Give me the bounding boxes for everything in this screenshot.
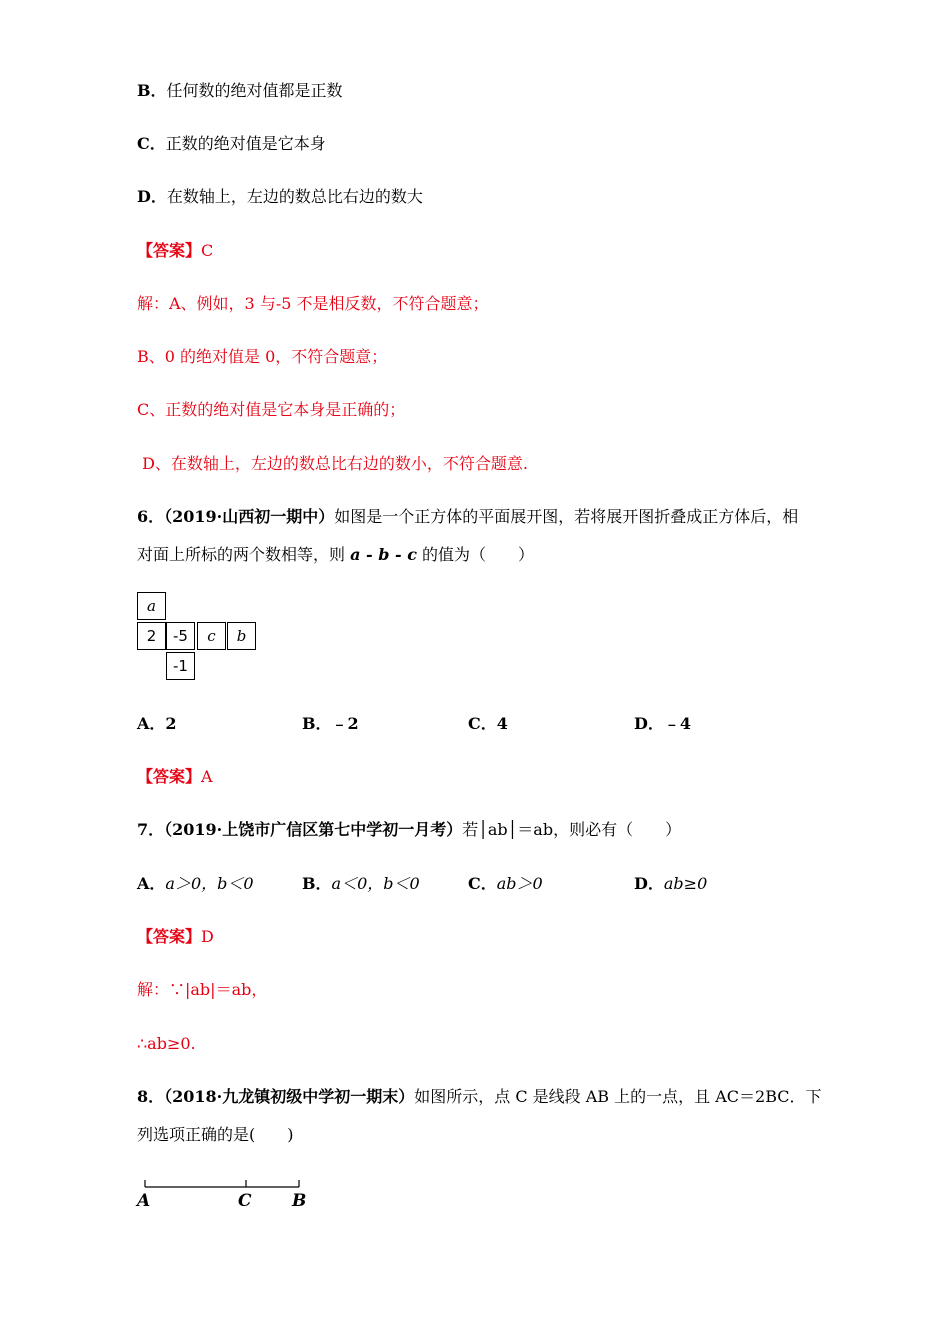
net-cell-a: a xyxy=(137,592,166,620)
q5-answer: 【答案】C xyxy=(137,241,214,260)
q6-source: （2019·山西初一期中） xyxy=(164,507,335,526)
q6-stem-line1: 6．（2019·山西初一期中）如图是一个正方体的平面展开图，若将展开图折叠成正方体后，相 xyxy=(137,507,799,526)
q7-solution-line: ∴ab≥0. xyxy=(137,1034,196,1053)
q7-source: （2019·上饶市广信区第七中学初一月考） xyxy=(164,820,463,839)
q8-source: （2018·九龙镇初级中学初一期末） xyxy=(164,1087,415,1106)
q7-option-b: B．a＜0，b＜0 xyxy=(302,874,420,893)
q7-answer: 【答案】D xyxy=(137,927,214,946)
net-cell-neg5: -5 xyxy=(166,622,195,650)
q6-answer: 【答案】A xyxy=(137,767,213,786)
net-cell-b: b xyxy=(227,622,256,650)
q5-solution-line: B、0 的绝对值是 0，不符合题意； xyxy=(137,347,388,366)
q6-option-b: B．﹣2 xyxy=(302,714,359,733)
q5-option-b: B．任何数的绝对值都是正数 xyxy=(137,81,343,100)
q6-option-d: D．﹣4 xyxy=(634,714,692,733)
q7-stem: 7．（2019·上饶市广信区第七中学初一月考）若│ab│＝ab，则必有（ ） xyxy=(137,820,682,839)
q8-stem-line1: 8．（2018·九龙镇初级中学初一期末）如图所示，点 C 是线段 AB 上的一点，且 AC＝2BC．下 xyxy=(137,1087,822,1106)
q5-solution-line: D、在数轴上，左边的数总比右边的数小，不符合题意. xyxy=(137,454,529,473)
q6-stem-line2: 对面上所标的两个数相等，则 a - b - c 的值为（ ） xyxy=(137,545,535,564)
net-cell-2: 2 xyxy=(137,622,166,650)
q5-solution-line: C、正数的绝对值是它本身是正确的； xyxy=(137,400,406,419)
q8-stem-line2: 列选项正确的是( ) xyxy=(137,1125,294,1144)
q5-solution-line: 解：A、例如，3 与-5 不是相反数，不符合题意； xyxy=(137,294,489,313)
q6-option-a: A．2 xyxy=(137,714,177,733)
segment-ab xyxy=(137,1172,337,1212)
q5-option-d: D．在数轴上，左边的数总比右边的数大 xyxy=(137,187,423,206)
q7-option-d: D．ab≥0 xyxy=(634,874,708,893)
point-a-label: A xyxy=(137,1191,151,1211)
q7-option-c: C．ab＞0 xyxy=(468,874,543,893)
net-cell-neg1: -1 xyxy=(166,652,195,680)
q6-option-c: C．4 xyxy=(468,714,508,733)
q5-option-c: C．正数的绝对值是它本身 xyxy=(137,134,326,153)
net-cell-c: c xyxy=(197,622,226,650)
q7-solution-line: 解：∵|ab|＝ab， xyxy=(137,980,268,999)
q7-option-a: A．a＞0，b＜0 xyxy=(137,874,254,893)
point-c-label: C xyxy=(238,1191,252,1211)
point-b-label: B xyxy=(292,1191,307,1211)
